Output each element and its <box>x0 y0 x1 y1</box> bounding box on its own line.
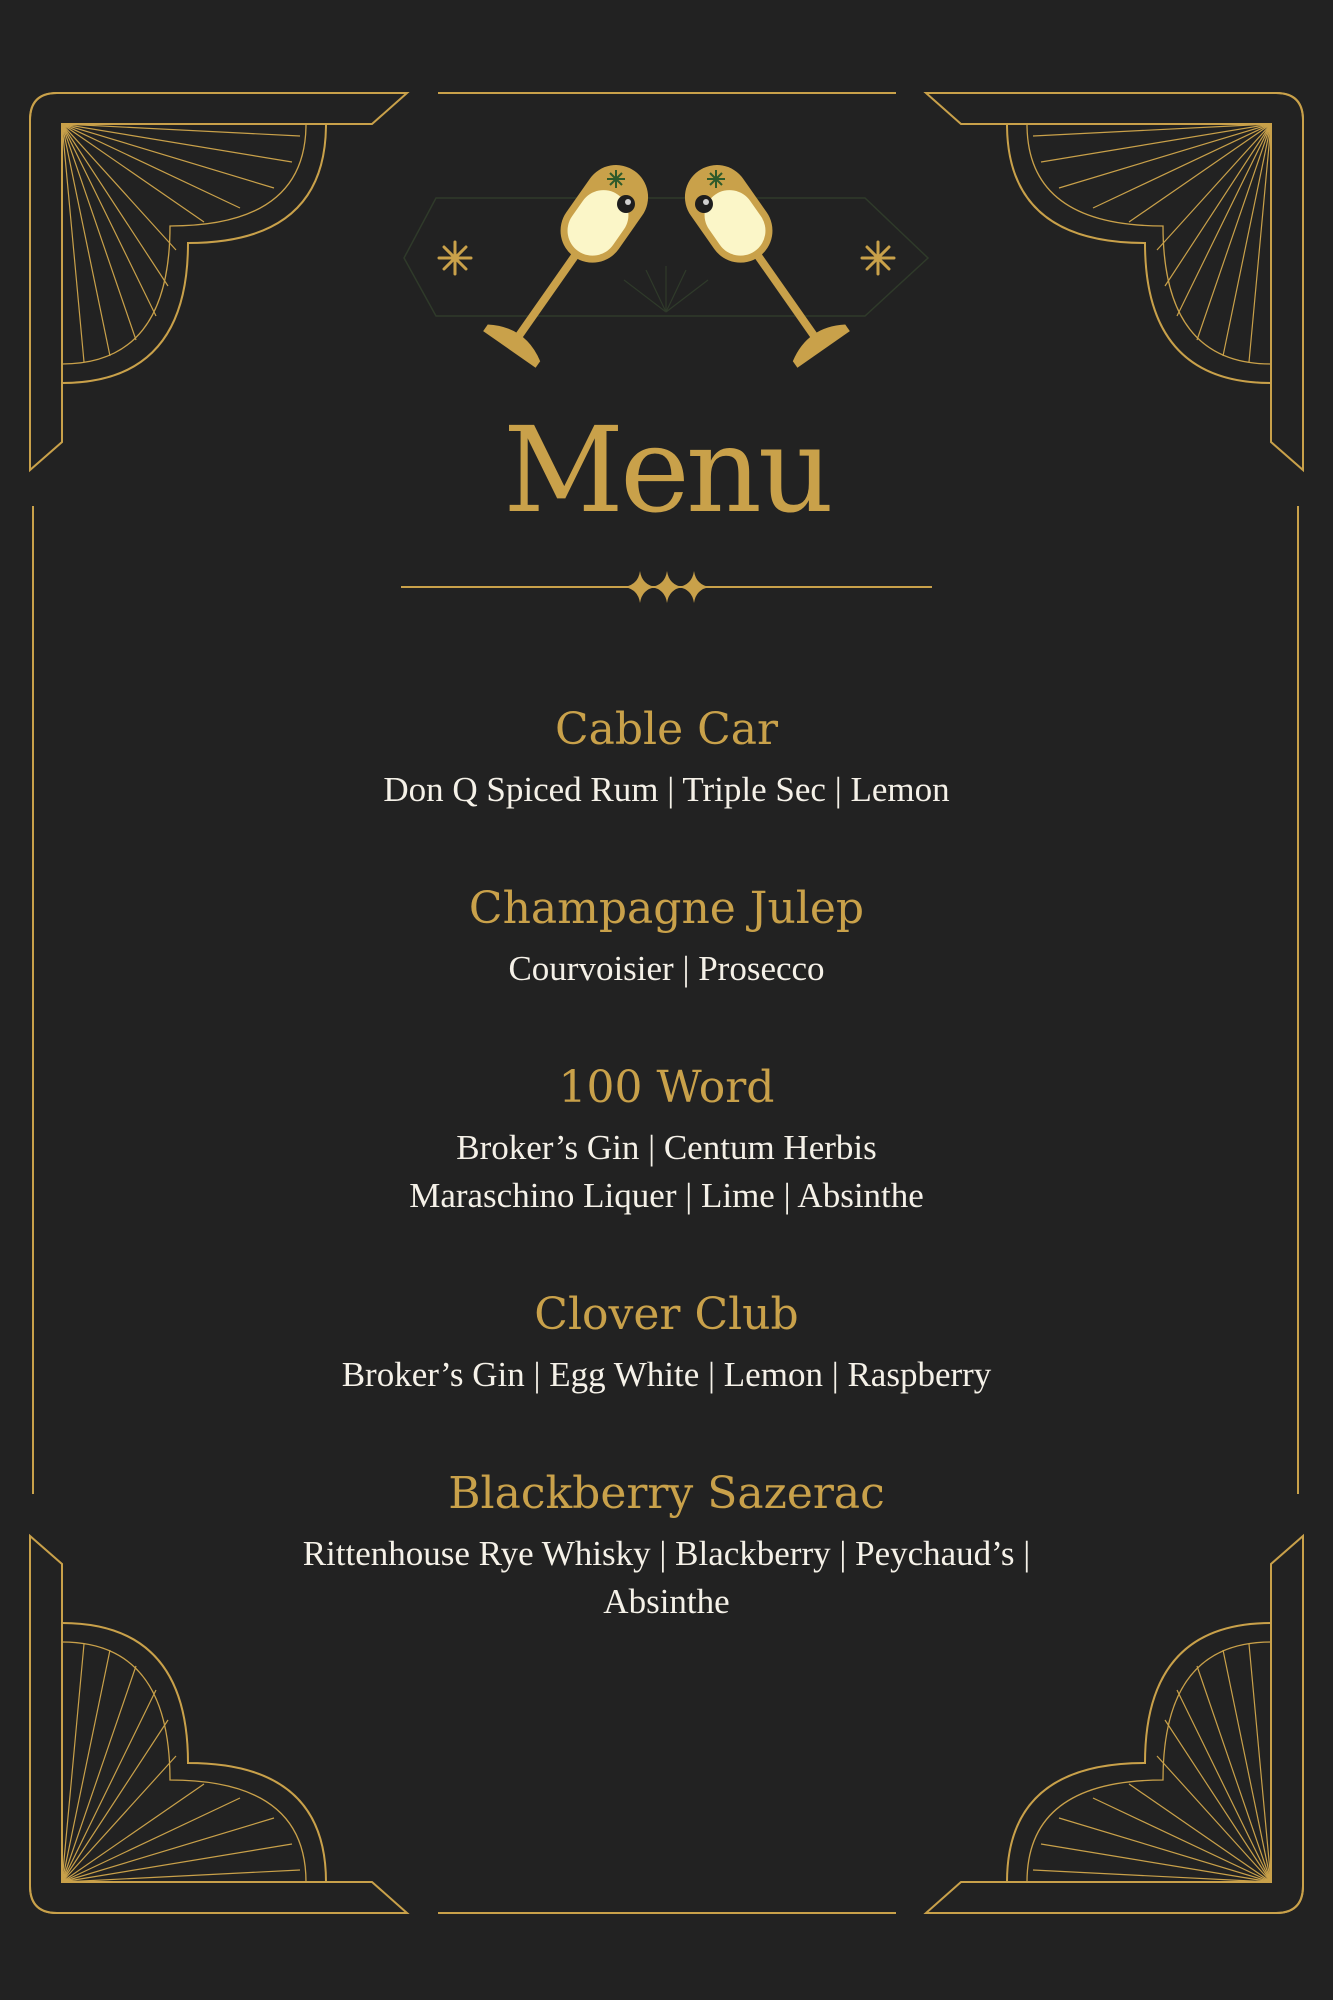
title-divider <box>401 571 932 603</box>
champagne-toast-icon <box>404 152 928 367</box>
drink-item <box>0 700 1333 814</box>
drink-name: Cable Car <box>554 704 779 755</box>
drink-ingredients: Don Q Spiced Rum | Triple Sec | Lemon <box>383 770 950 809</box>
drink-ingredients: Courvoisier | Prosecco <box>508 949 825 988</box>
drink-item <box>0 1464 1333 1626</box>
starburst-right-icon <box>862 242 894 274</box>
drink-ingredients: Broker’s Gin | Egg White | Lemon | Raspberry <box>341 1355 992 1394</box>
drink-ingredients: Rittenhouse Rye Whisky | Blackberry | Peychaud’s | <box>302 1534 1031 1573</box>
drink-item <box>0 1285 1333 1399</box>
drink-name: Champagne Julep <box>468 883 865 934</box>
three-sparkles-icon <box>624 571 710 603</box>
drink-name: Clover Club <box>534 1289 799 1340</box>
menu-title: Menu <box>503 401 830 539</box>
drink-ingredients: Absinthe <box>603 1582 730 1621</box>
drink-name: Blackberry Sazerac <box>448 1468 885 1519</box>
drink-ingredients: Broker’s Gin | Centum Herbis <box>456 1128 877 1167</box>
drink-ingredients: Maraschino Liquer | Lime | Absinthe <box>409 1176 924 1215</box>
drink-item <box>0 879 1333 993</box>
starburst-left-icon <box>439 242 471 274</box>
drink-item <box>0 1058 1333 1220</box>
drink-name: 100 Word <box>558 1062 775 1113</box>
drink-list <box>0 700 1333 1626</box>
